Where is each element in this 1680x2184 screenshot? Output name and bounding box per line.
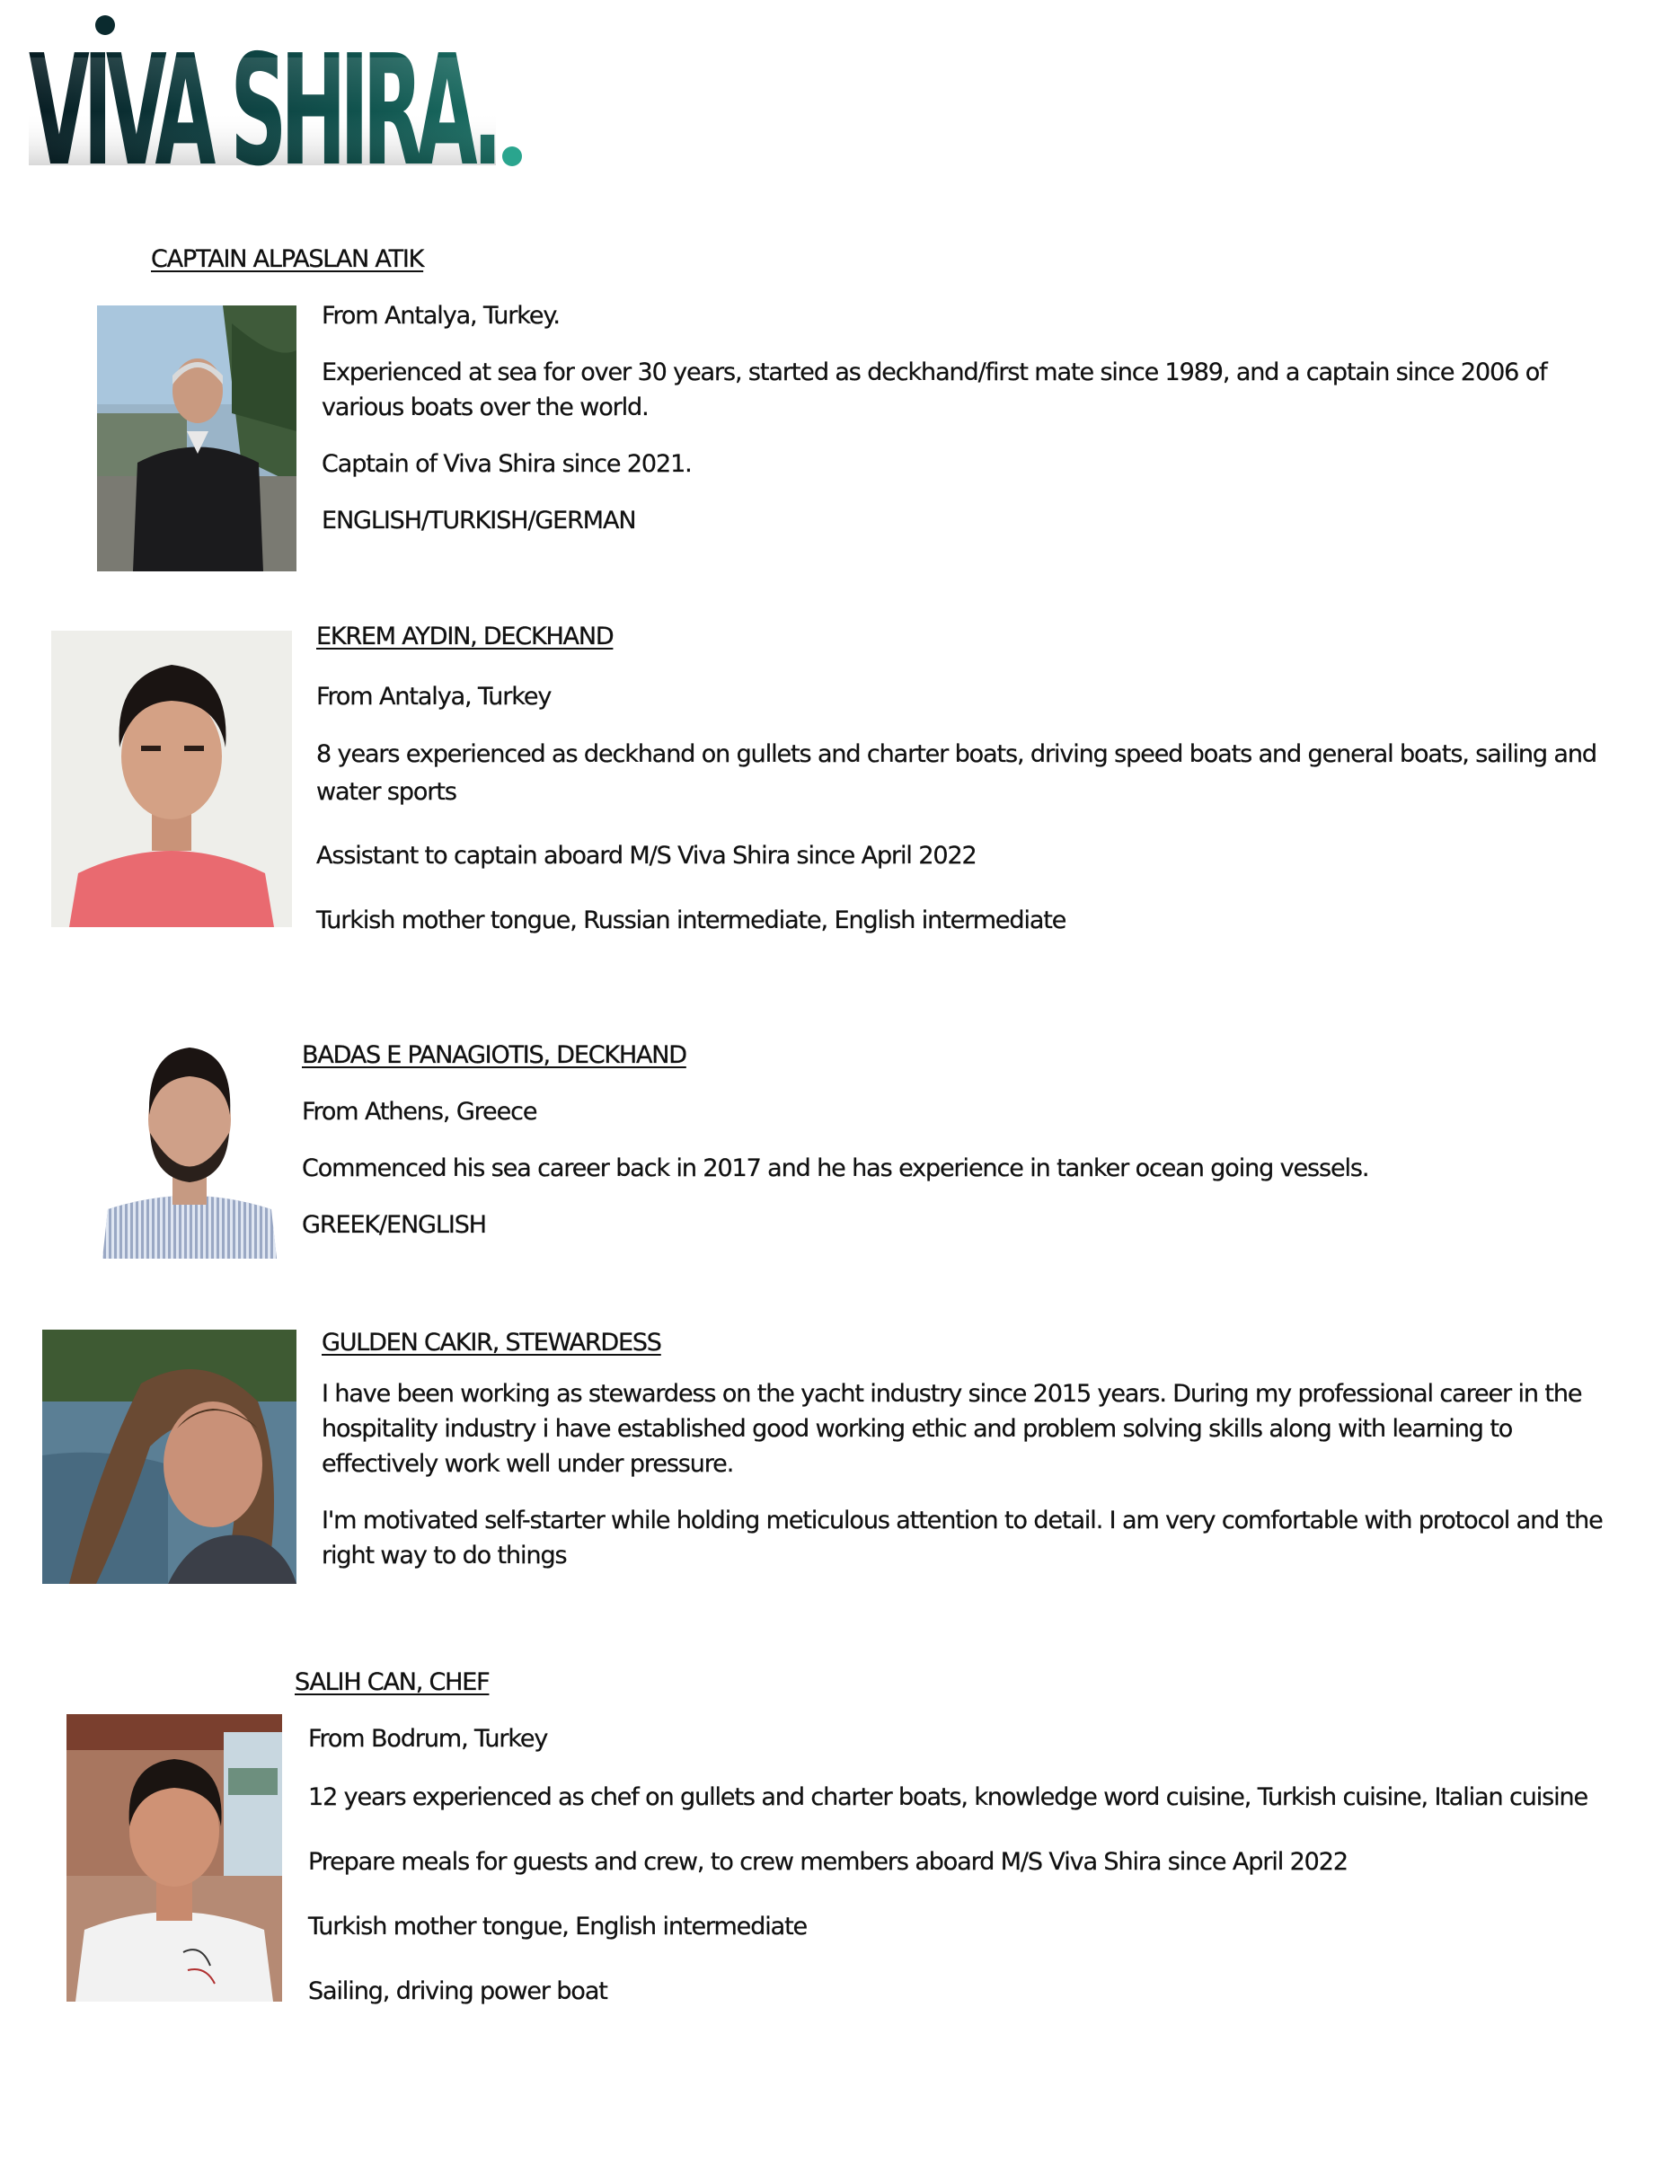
crew-origin: From Bodrum, Turkey <box>308 1725 548 1753</box>
crew-name: EKREM AYDIN, DECKHAND <box>316 623 614 650</box>
crew-role: Prepare meals for guests and crew, to crew members aboard M/S Viva Shira since April 2022 <box>308 1848 1348 1876</box>
crew-languages: Turkish mother tongue, Russian intermediate, English intermediate <box>316 906 1066 934</box>
brand-logo <box>29 13 532 174</box>
crew-languages: ENGLISH/TURKISH/GERMAN <box>322 507 636 535</box>
ekrem-photo <box>51 631 292 927</box>
crew-experience: Commenced his sea career back in 2017 and he has experience in tanker ocean going vessels. <box>302 1154 1369 1182</box>
captain-photo <box>97 305 296 571</box>
crew-origin: From Antalya, Turkey. <box>322 302 560 330</box>
crew-bio-detail: I'm motivated self-starter while holding meticulous attention to detail. I am very comfortable with protocol and the right way to do things <box>322 1507 1603 1569</box>
crew-experience: 12 years experienced as chef on gullets and charter boats, knowledge word cuisine, Turkish cuisine, Italian cuisine <box>308 1783 1588 1811</box>
crew-skills: Sailing, driving power boat <box>308 1977 607 2005</box>
crew-experience: 8 years experienced as deckhand on gullets and charter boats, driving speed boats and general boats, sailing and water sports <box>316 740 1596 806</box>
crew-languages: Turkish mother tongue, English intermediate <box>308 1913 808 1941</box>
crew-role: Assistant to captain aboard M/S Viva Shira since April 2022 <box>316 842 977 870</box>
crew-experience: Experienced at sea for over 30 years, started as deckhand/first mate since 1989, and a captain since 2006 of various boats over the world. <box>322 358 1547 421</box>
panagiotis-photo <box>101 1030 279 1259</box>
gulden-photo <box>42 1330 296 1584</box>
crew-name: SALIH CAN, CHEF <box>295 1668 490 1696</box>
salih-photo <box>66 1714 282 2002</box>
crew-bio: I have been working as stewardess on the yacht industry since 2015 years. During my professional career in the hospitality industry i have established good working ethic and problem solving skills along with learning to effectively work well under pressure. <box>322 1380 1582 1478</box>
crew-origin: From Antalya, Turkey <box>316 683 552 711</box>
crew-languages: GREEK/ENGLISH <box>302 1211 486 1239</box>
crew-name: CAPTAIN ALPASLAN ATIK <box>151 245 424 273</box>
crew-name: GULDEN CAKIR, STEWARDESS <box>322 1329 661 1357</box>
viva-shira-logo-icon <box>29 13 532 174</box>
crew-name: BADAS E PANAGIOTIS, DECKHAND <box>302 1041 686 1069</box>
crew-role: Captain of Viva Shira since 2021. <box>322 450 692 478</box>
crew-origin: From Athens, Greece <box>302 1098 537 1126</box>
